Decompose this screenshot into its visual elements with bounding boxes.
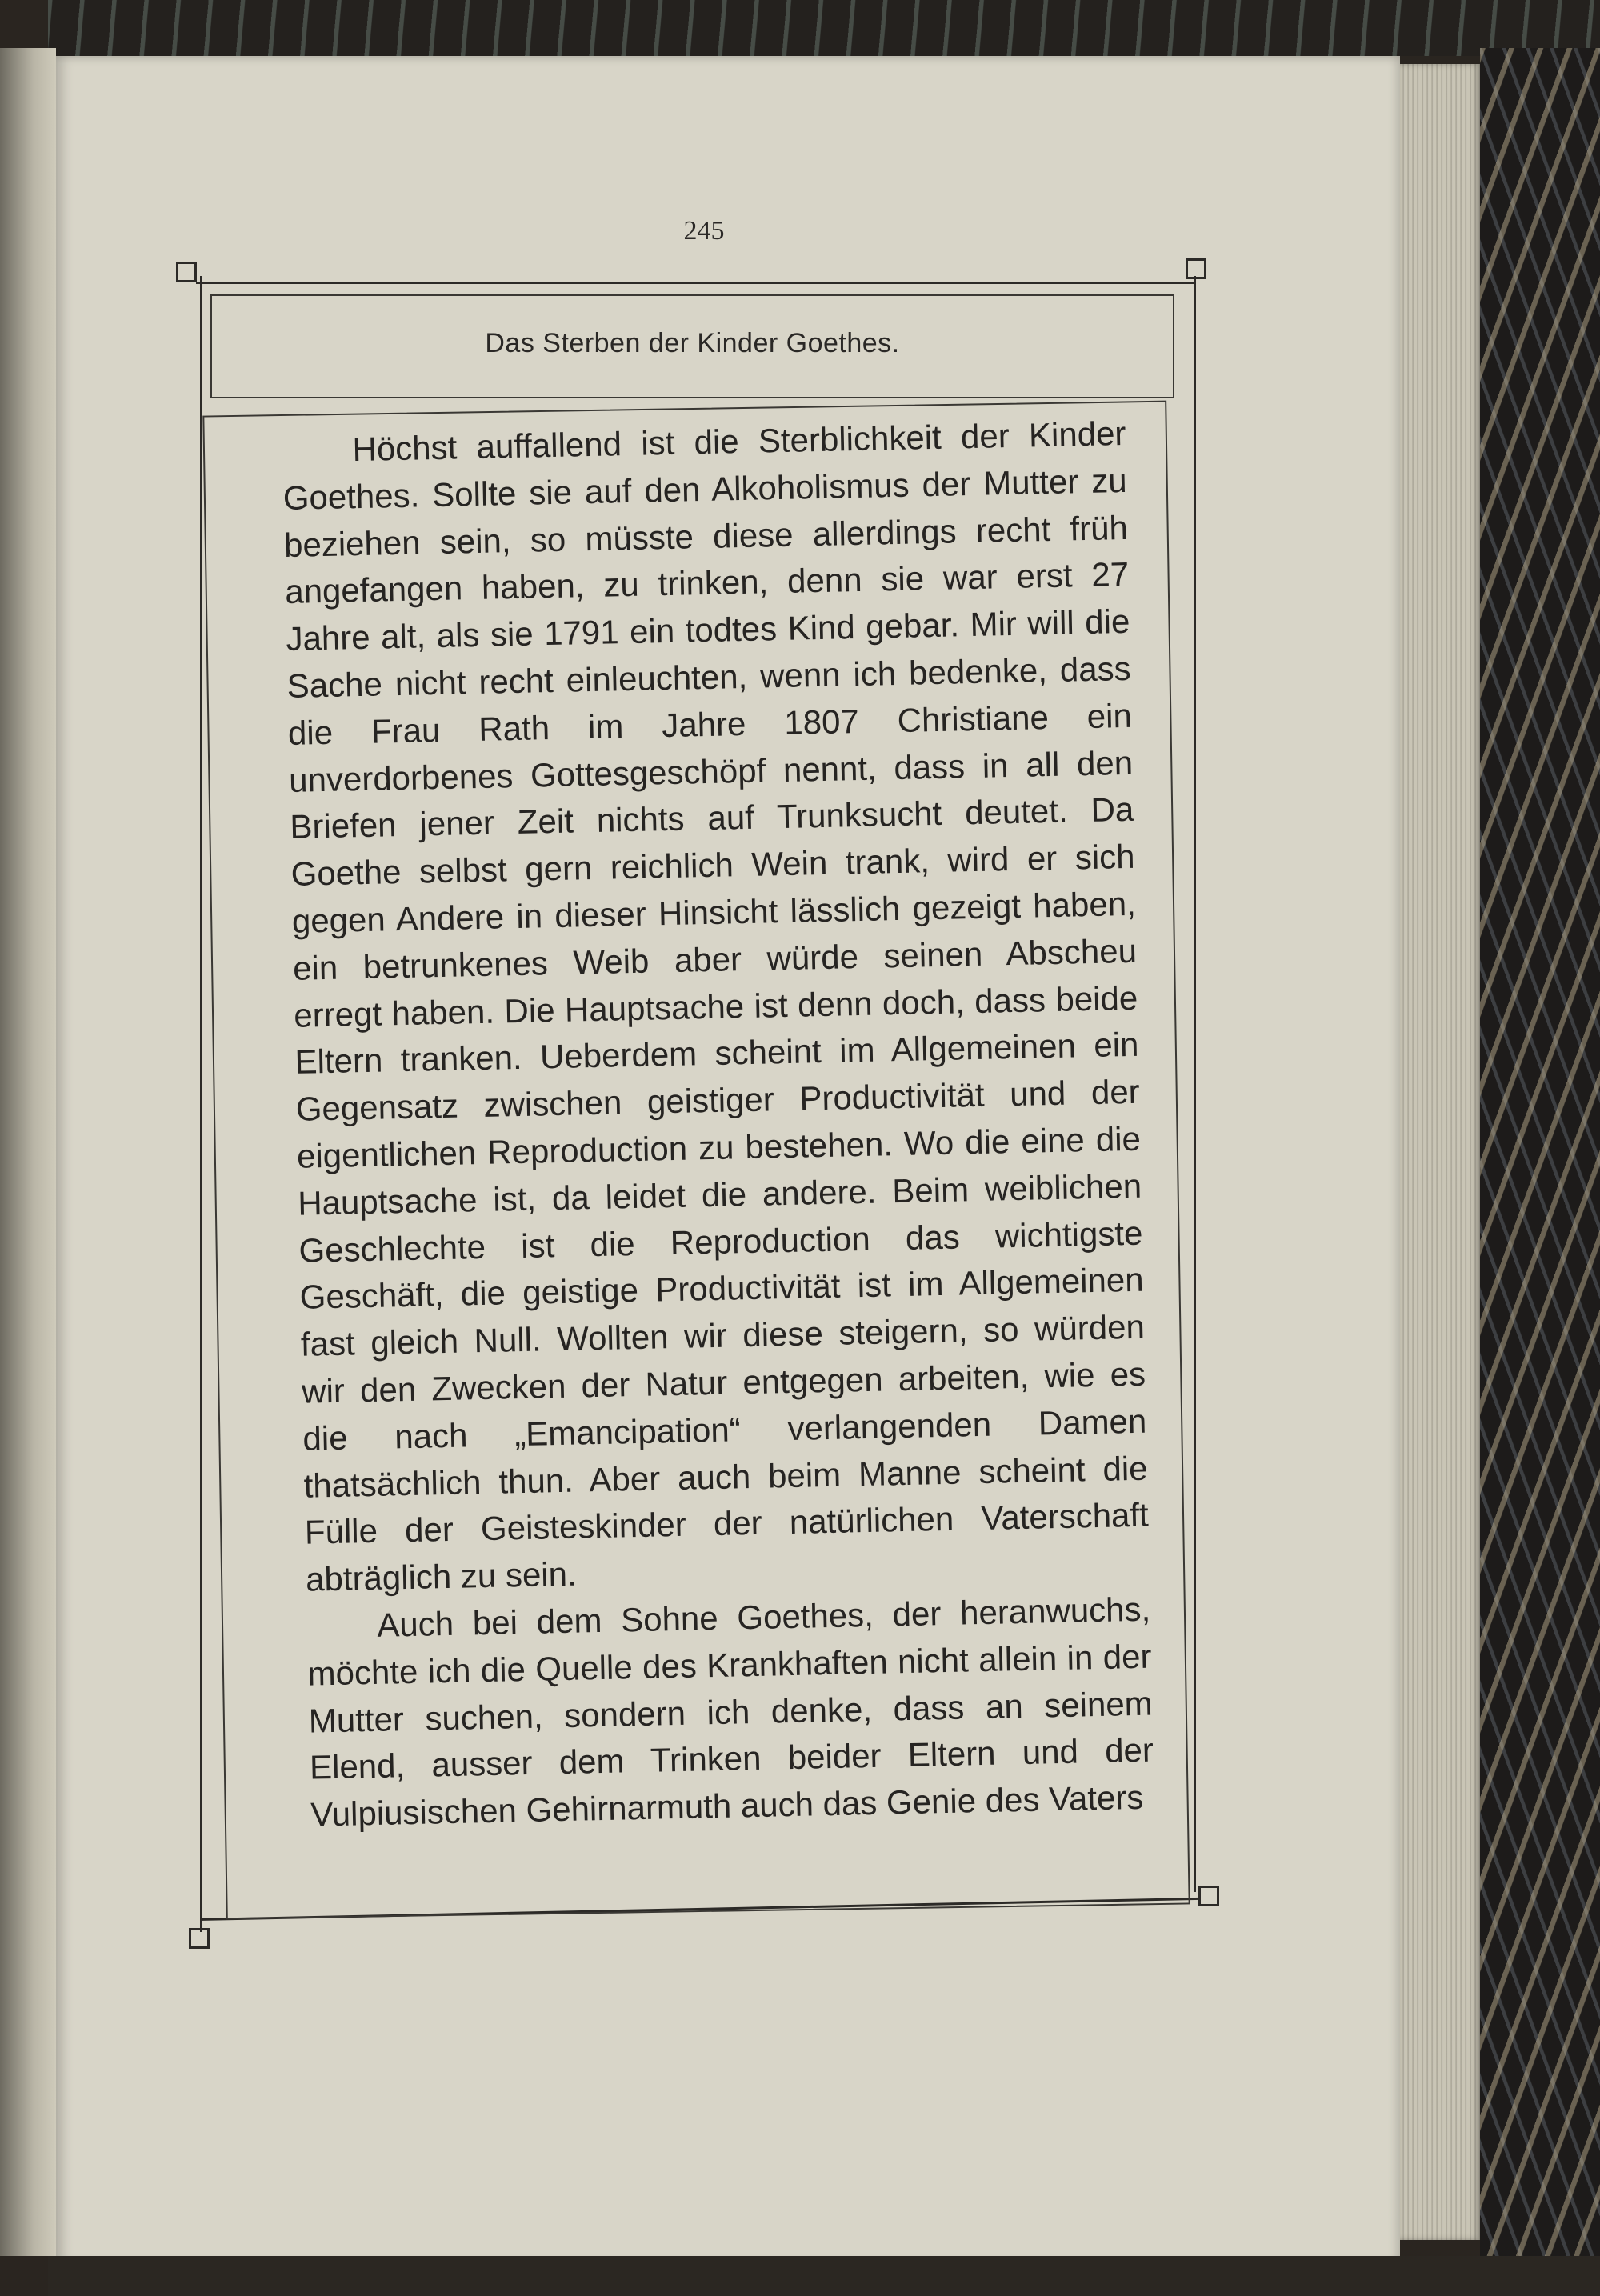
page-stack-edge — [1400, 64, 1480, 2240]
page-number: 245 — [683, 216, 725, 246]
body-text — [282, 410, 1155, 1839]
marbled-cover — [1480, 48, 1600, 2280]
running-title: Das Sterben der Kinder Goethes. — [485, 328, 900, 358]
facing-page-edge — [0, 48, 56, 2256]
paragraph-1: Höchst auffallend ist die Sterblichkeit der Kinder Goethes. Sollte sie auf den Alkoholismus der Mutter zu beziehen sein, so müsste diese allerdings recht früh angefangen haben, zu trinken, denn sie war erst 27 Jahre alt, als sie 1791 ein todtes Kind gebar. Mir will die Sache nicht recht einleuchten, wenn ich bedenke, dass die Frau Rath im Jahre 1807 Christiane ein unverdorbenes Gottesgeschöpf nennt, dass in all den Briefen jener Zeit nichts auf Trunksucht deutet. Da Goethe selbst gern reichlich Wein trank, wird er sich gegen Andere in dieser Hinsicht lässlich gezeigt haben, ein betrunkenes Weib aber würde seinen Abscheu erregt haben. Die Hauptsache ist denn doch, dass beide Eltern tranken. Ueberdem scheint im Allgemeinen ein Gegensatz zwischen geistiger Productivität und der eigentlichen Reproduction zu bestehen. Wo die eine die Hauptsache ist, da leidet die andere. Beim weiblichen Geschlechte ist die Reproduction das wichtigste Geschäft, die geistige Productivität ist im Allgemeinen fast gleich Null. Wollten wir diese steigern, so würden wir den Zwecken der Natur entgegen arbeiten, wie es die nach „Emancipation“ verlangenden Damen thatsächlich thun. Aber auch beim Manne scheint die Fülle der Geisteskinder der natürlichen Vaterschaft abträglich zu sein. — [282, 414, 1150, 1598]
book-cover-top — [48, 0, 1600, 56]
book-cover-bottom — [48, 2256, 1600, 2296]
paragraph-2: Auch bei dem Sohne Goethes, der heranwuchs, möchte ich die Quelle des Krankhaften nicht allein in der Mutter suchen, sondern ich denke, dass an seinem Elend, ausser dem Trinken beider Eltern und der Vulpiusischen Gehirnarmuth auch das Genie des Vaters — [307, 1590, 1154, 1834]
